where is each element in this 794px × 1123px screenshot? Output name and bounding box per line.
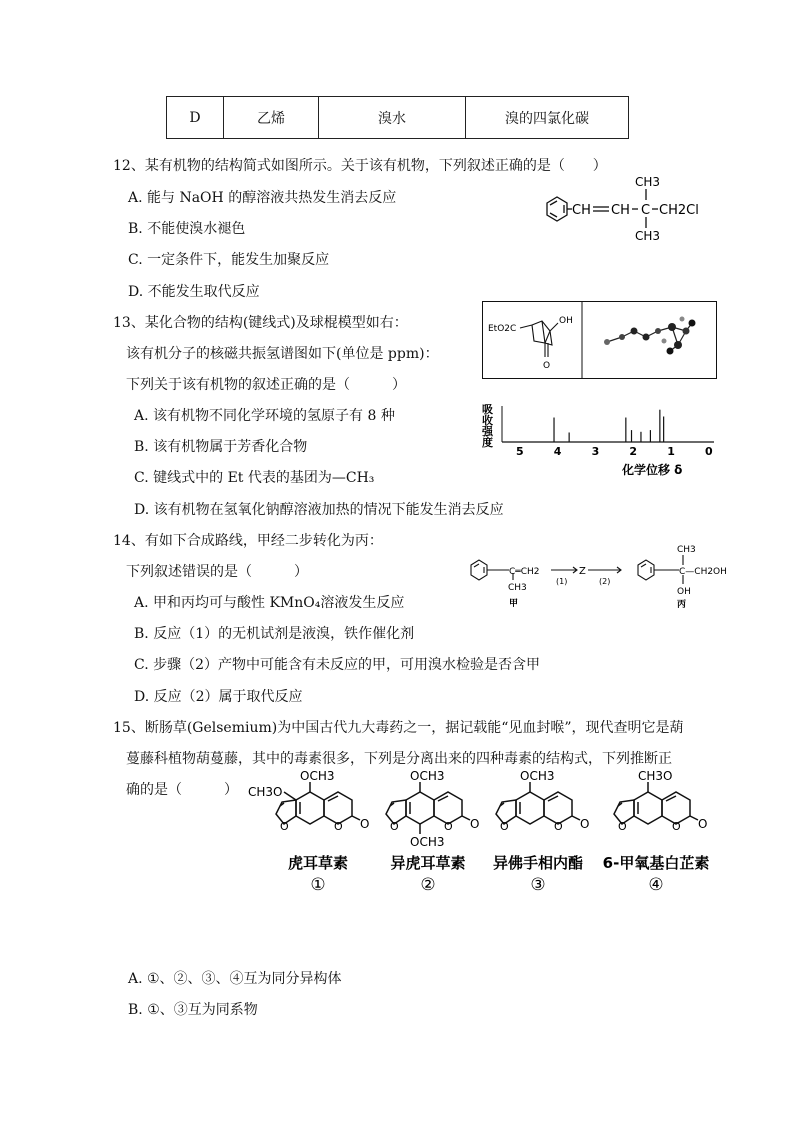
methoxy-top-label: CH3O — [638, 769, 673, 783]
nmr-ylabel-char: 强 — [482, 425, 493, 438]
q12-option-a[interactable]: A. 能与 NaOH 的醇溶液共热发生消去反应 — [128, 190, 397, 206]
q14-a-group: C═CH2 — [509, 567, 540, 577]
compound-structure — [248, 769, 369, 895]
nmr-ylabel-char: 度 — [482, 436, 493, 449]
q14-c-methyl: CH3 — [677, 545, 696, 555]
nmr-xlabel: 化学位移 δ — [622, 463, 683, 476]
table-cell: 溴水 — [319, 97, 466, 139]
ring-o-label: O — [672, 820, 681, 833]
nmr-tick-label: 1 — [667, 445, 675, 458]
options-table — [166, 96, 629, 139]
nmr-ylabel-char: 收 — [482, 414, 493, 427]
q13-option-a[interactable]: A. 该有机物不同化学环境的氢原子有 8 种 — [134, 408, 395, 424]
table-cell: 乙烯 — [224, 97, 319, 139]
furan-o-label: O — [280, 820, 289, 833]
table-row — [167, 97, 629, 139]
q12-ch-label: CH — [611, 203, 630, 218]
q13-oh-label: OH — [559, 316, 573, 326]
compound-number: ④ — [648, 875, 664, 895]
methoxy-side-label: CH3O — [248, 785, 283, 799]
q14-a-methyl: CH3 — [508, 583, 527, 593]
q12-methyl-top: CH3 — [635, 175, 661, 189]
q14-c-name: 丙 — [677, 600, 687, 610]
q13-ester-label: EtO2C — [488, 324, 517, 334]
q14-c-group: C—CH2OH — [679, 567, 727, 577]
q14-c-oh: OH — [677, 587, 691, 597]
methoxy-bottom-label: OCH3 — [410, 835, 445, 849]
nmr-tick-label: 0 — [705, 445, 713, 458]
q14-step1: (1) — [556, 577, 568, 586]
q14-step2: (2) — [599, 577, 611, 586]
q13-structure-box — [482, 301, 717, 379]
carbonyl-o-label: O — [698, 817, 708, 831]
nmr-tick-label: 5 — [516, 445, 524, 458]
q14-option-c[interactable]: C. 步骤（2）产物中可能含有未反应的甲，可用溴水检验是否含甲 — [134, 657, 541, 673]
q14-reaction-scheme — [465, 540, 737, 610]
q15-line2: 蔓藤科植物葫蔓藤，其中的毒素很多，下列是分离出来的四种毒素的结构式，下列推断正 — [126, 751, 672, 767]
compound-name: 虎耳草素 — [287, 854, 349, 872]
q13-nmr-spectrum — [482, 404, 722, 476]
q14-option-b[interactable]: B. 反应（1）的无机试剂是液溴，铁作催化剂 — [134, 626, 415, 642]
q13-o-label: O — [543, 361, 551, 371]
nmr-tick-label: 4 — [553, 445, 562, 458]
q12-structure-diagram — [525, 170, 725, 250]
q13-option-d[interactable]: D. 该有机物在氢氧化钠醇溶液加热的情况下能发生消去反应 — [134, 502, 504, 518]
table-cell: 溴的四氯化碳 — [466, 97, 629, 139]
compound-name: 异佛手相内酯 — [492, 854, 584, 872]
compound-structure — [386, 769, 479, 895]
furan-o-label: O — [390, 820, 399, 833]
benzene-ring-icon — [638, 560, 654, 580]
q13-line3: 下列关于该有机物的叙述正确的是（ ） — [126, 377, 406, 393]
methoxy-top-label: OCH3 — [410, 769, 445, 783]
q12-option-b[interactable]: B. 不能使溴水褪色 — [128, 221, 246, 237]
q15-option-a[interactable]: A. ①、②、③、④互为同分异构体 — [128, 971, 342, 987]
q13-line2: 该有机分子的核磁共振氢谱图如下(单位是 ppm)： — [126, 346, 439, 362]
ring-o-label: O — [444, 820, 453, 833]
q12-ch-label: CH — [572, 203, 591, 218]
compound-number: ① — [310, 875, 326, 895]
nmr-tick-label: 3 — [591, 445, 600, 458]
compound-name: 异虎耳草素 — [390, 854, 466, 872]
carbonyl-o-label: O — [360, 817, 370, 831]
furan-o-label: O — [618, 820, 627, 833]
q14-z: Z — [579, 566, 586, 577]
nmr-tick-label: 2 — [629, 445, 638, 458]
ball-stick-model-icon — [604, 317, 696, 355]
q15-line3: 确的是（ ） — [126, 782, 238, 798]
compound-structure — [603, 769, 710, 895]
q13-option-c[interactable]: C. 键线式中的 Et 代表的基团为—CH₃ — [134, 470, 375, 486]
ring-o-label: O — [334, 820, 343, 833]
q14-a-name: 甲 — [509, 599, 519, 609]
compound-number: ② — [420, 875, 436, 895]
compound-name: 6-甲氧基白芷素 — [602, 854, 710, 872]
compound-number: ③ — [530, 875, 546, 895]
q12-c-label: C — [641, 203, 651, 218]
q14-stem: 14、有如下合成路线，甲经二步转化为丙： — [113, 533, 383, 549]
q15-option-b[interactable]: B. ①、③互为同系物 — [128, 1002, 258, 1018]
q12-methyl-bottom: CH3 — [635, 229, 661, 243]
carbonyl-o-label: O — [580, 817, 590, 831]
methoxy-top-label: OCH3 — [300, 769, 335, 783]
q15-structures — [240, 768, 720, 898]
carbonyl-o-label: O — [470, 817, 480, 831]
table-cell: D — [167, 97, 224, 139]
benzene-ring-icon — [471, 560, 487, 580]
q12-ch2cl-label: CH2Cl — [659, 203, 699, 218]
q14-line2: 下列叙述错误的是（ ） — [126, 564, 308, 580]
q15-stem: 15、断肠草(Gelsemium)为中国古代九大毒药之一，据记载能“见血封喉”，现代查明它是葫 — [113, 720, 684, 736]
q14-option-d[interactable]: D. 反应（2）属于取代反应 — [134, 689, 303, 705]
furan-o-label: O — [500, 820, 509, 833]
q12-option-c[interactable]: C. 一定条件下，能发生加聚反应 — [128, 252, 330, 268]
compound-structure — [493, 769, 589, 895]
q14-option-a[interactable]: A. 甲和丙均可与酸性 KMnO₄溶液发生反应 — [134, 595, 405, 611]
q12-option-d[interactable]: D. 不能发生取代反应 — [128, 284, 260, 300]
nmr-ylabel-char: 吸 — [482, 404, 493, 416]
ring-o-label: O — [554, 820, 563, 833]
q12-stem: 12、某有机物的结构简式如图所示。关于该有机物，下列叙述正确的是（ ） — [113, 158, 607, 174]
methoxy-top-label: OCH3 — [520, 769, 555, 783]
q13-option-b[interactable]: B. 该有机物属于芳香化合物 — [134, 439, 308, 455]
q13-stem: 13、某化合物的结构(键线式)及球棍模型如右： — [113, 315, 408, 331]
